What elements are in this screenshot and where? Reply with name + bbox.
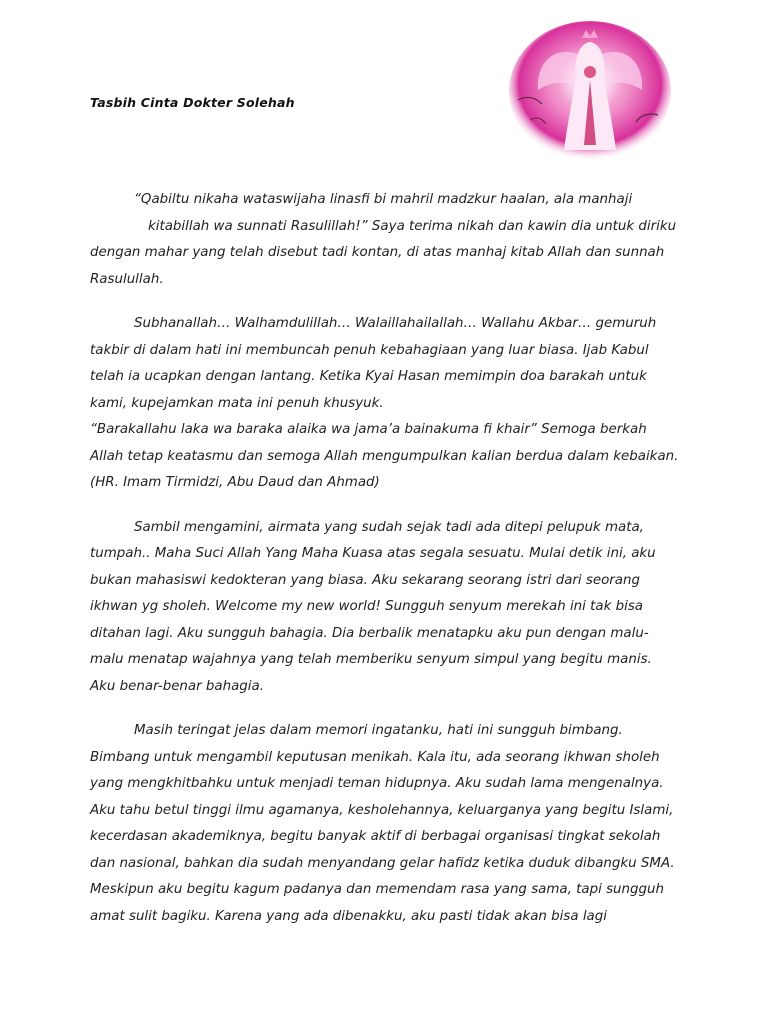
paragraph-mengamini: Sambil mengamini, airmata yang sudah sejak tadi ada ditepi pelupuk mata, tumpah.. Maha Suci Allah Yang Maha Kuasa atas segala sesuatu. Mulai detik ini, aku bukan mahasiswi kedokteran yang biasa. Aku sekarang seorang istri dari seorang ikhwan yg sholeh. Welcome my new world! Sungguh senyum merekah ini tak bisa ditahan lagi. Aku sungguh bahagia. Dia berbalik menatapku aku pun dengan malu-malu menatap wajahnya yang telah memberiku senyum simpul yang begitu manis. Aku benar-benar bahagia.	[90, 519, 656, 694]
pink-angel-illustration-icon	[508, 20, 672, 162]
paragraph-takbir: Subhanallah… Walhamdulillah… Walaillahailallah… Wallahu Akbar… gemuruh takbir di dalam hati ini membuncah penuh kebahagiaan yang luar biasa. Ijab Kabul telah ia ucapkan dengan lantang. Ketika Kyai Hasan memimpin doa barakah untuk kami, kupejamkan mata ini penuh khusyuk.	[90, 316, 657, 411]
ijab-quote-line1: “Qabiltu nikaha wataswijaha linasfi bi mahril madzkur haalan, ala manhaji	[134, 192, 633, 207]
document-title: Tasbih Cinta Dokter Solehah	[90, 95, 295, 110]
paragraph-ijab	[90, 187, 680, 293]
ijab-quote-rest: kitabillah wa sunnati Rasulillah!” Saya terima nikah dan kawin dia untuk diriku dengan mahar yang telah disebut tadi kontan, di atas manhaj kitab Allah dan sunnah Rasulullah.	[90, 218, 677, 287]
paragraph-doa: “Barakallahu laka wa baraka alaika wa jama’a bainakuma fi khair” Semoga berkah Allah tetap keatasmu dan semoga Allah mengumpulkan kalian berdua dalam kebaikan. (HR. Imam Tirmidzi, Abu Daud dan Ahmad)	[90, 422, 679, 490]
paragraph-bimbang: Masih teringat jelas dalam memori ingatanku, hati ini sungguh bimbang. Bimbang untuk mengambil keputusan menikah. Kala itu, ada seorang ikhwan sholeh yang mengkhitbahku untuk menjadi teman hidupnya. Aku sudah lama mengenalnya. Aku tahu betul tinggi ilmu agamanya, kesholehannya, keluarganya yang begitu Islami, kecerdasan akademiknya, begitu banyak aktif di berbagai organisasi tingkat sekolah dan nasional, bahkan dia sudah menyandang gelar hafidz ketika duduk dibangku SMA. Meskipun aku begitu kagum padanya dan memendam rasa yang sama, tapi sungguh amat sulit bagiku. Karena yang ada dibenakku, aku pasti tidak akan bisa lagi	[90, 723, 675, 924]
document-body	[90, 187, 680, 948]
